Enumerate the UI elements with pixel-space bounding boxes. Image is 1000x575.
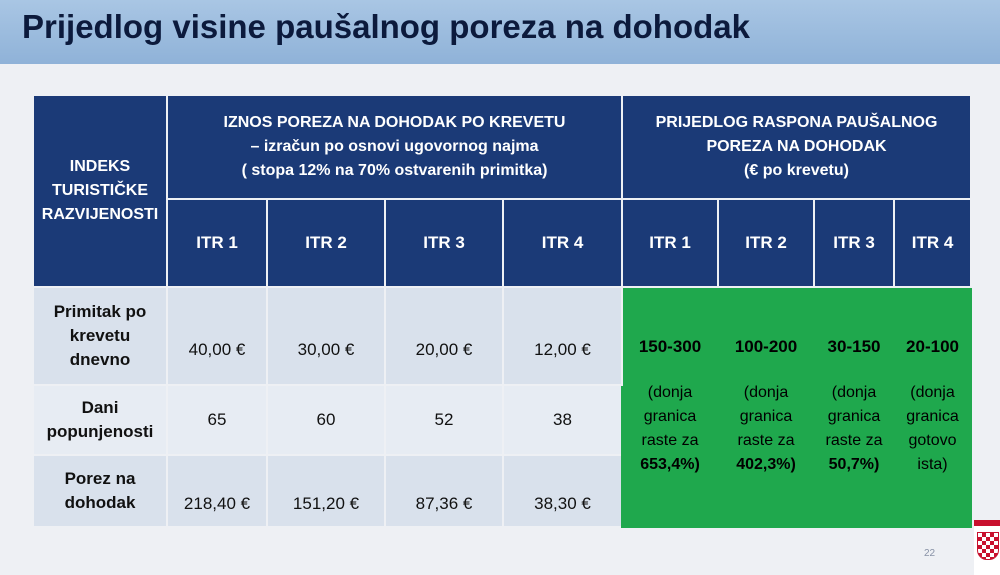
table-cell: 20,00 € — [385, 287, 503, 385]
title-bar — [0, 0, 1000, 64]
table-cell: 30,00 € — [267, 287, 385, 385]
table-cell: 60 — [267, 385, 385, 455]
table-row — [33, 287, 971, 385]
row-label: Porez na dohodak — [33, 455, 167, 527]
tax-per-bed-header: IZNOS POREZA NA DOHODAK PO KREVETU – izračun po osnovi ugovornog najma ( stopa 12% na 70% ostvarenih primitka) — [167, 95, 622, 199]
itr-2-header: ITR 2 — [267, 199, 385, 287]
proposal-cell-itr-3: 30-150 (donja granica raste za 50,7%) — [814, 287, 894, 527]
table-cell: 38 — [503, 385, 622, 455]
proposal-cell-itr-4: 20-100 (donja granica gotovo ista) — [894, 287, 971, 527]
table-cell: 40,00 € — [167, 287, 267, 385]
table-cell: 12,00 € — [503, 287, 622, 385]
table-cell: 65 — [167, 385, 267, 455]
table-cell: 87,36 € — [385, 455, 503, 527]
tax-table — [32, 94, 972, 528]
table-cell: 52 — [385, 385, 503, 455]
proposal-itr-4-header: ITR 4 — [894, 199, 971, 287]
itr-3-header: ITR 3 — [385, 199, 503, 287]
index-header: INDEKS TURISTIČKE RAZVIJENOSTI — [33, 95, 167, 287]
row-label: Primitak po krevetu dnevno — [33, 287, 167, 385]
flat-tax-proposal-header: PRIJEDLOG RASPONA PAUŠALNOG POREZA NA DOHODAK (€ po krevetu) — [622, 95, 971, 199]
proposal-itr-3-header: ITR 3 — [814, 199, 894, 287]
table-cell: 38,30 € — [503, 455, 622, 527]
proposal-itr-1-header: ITR 1 — [622, 199, 718, 287]
proposal-cell-itr-2: 100-200 (donja granica raste za 402,3%) — [718, 287, 814, 527]
table-cell: 151,20 € — [267, 455, 385, 527]
slide-title: Prijedlog visine paušalnog poreza na dohodak — [22, 8, 750, 45]
page-number: 22 — [924, 548, 936, 559]
itr-4-header: ITR 4 — [503, 199, 622, 287]
itr-1-header: ITR 1 — [167, 199, 267, 287]
croatia-coat-of-arms-icon — [974, 520, 1000, 575]
table-cell: 218,40 € — [167, 455, 267, 527]
proposal-itr-2-header: ITR 2 — [718, 199, 814, 287]
row-label: Dani popunjenosti — [33, 385, 167, 455]
proposal-cell-itr-1: 150-300 (donja granica raste za 653,4%) — [622, 287, 718, 527]
